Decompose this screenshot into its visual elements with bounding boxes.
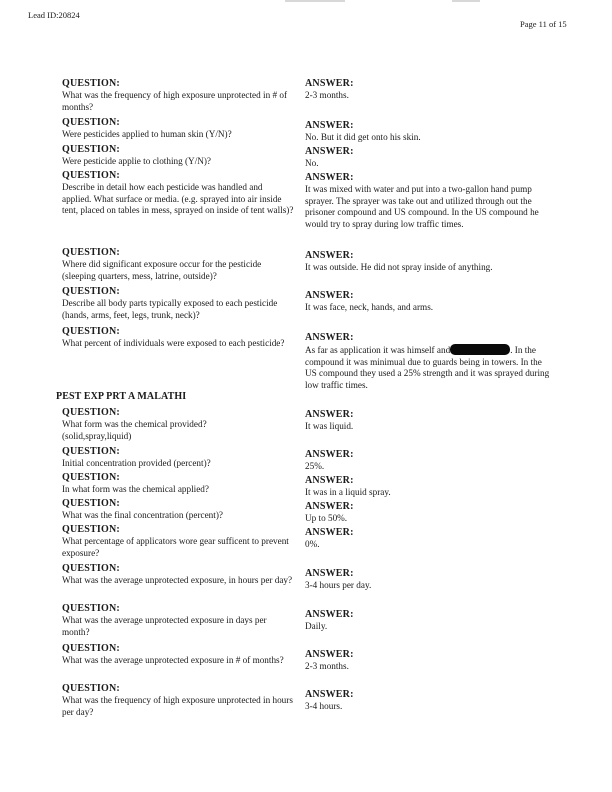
answer-label: ANSWER: [305,568,354,579]
answer-label: ANSWER: [305,146,354,157]
answer-label: ANSWER: [305,290,354,301]
answer-text: It was in a liquid spray. [305,487,391,497]
answer-label: ANSWER: [305,609,354,620]
question-block [62,117,294,141]
page-number: Page 11 of 15 [520,19,567,29]
answer-block [305,409,555,433]
question-text: What was the average unprotected exposure in # of months? [62,655,284,665]
answer-label: ANSWER: [305,501,354,512]
question-text: What was the final concentration (percent)? [62,510,223,520]
question-text: Describe all body parts typically exposed to each pesticide (hands, arms, feet, legs, trunk, neck)? [62,298,278,320]
answer-block [305,332,555,391]
answer-block [305,449,555,473]
question-text: Were pesticide applie to clothing (Y/N)? [62,156,212,166]
question-label: QUESTION: [62,683,120,694]
question-block [62,170,294,217]
question-label: QUESTION: [62,563,120,574]
question-block [62,78,294,113]
answer-label: ANSWER: [305,409,354,420]
question-label: QUESTION: [62,643,120,654]
answer-block [305,689,555,713]
answer-text: 25%. [305,461,325,471]
answer-label: ANSWER: [305,120,354,131]
question-label: QUESTION: [62,603,120,614]
answer-label: ANSWER: [305,332,354,343]
question-block [62,446,294,470]
question-block [62,326,294,350]
answer-label: ANSWER: [305,649,354,660]
question-text: What percent of individuals were exposed to each pesticide? [62,338,285,348]
answer-text: 0%. [305,539,320,549]
lead-id: Lead ID:20824 [28,10,80,20]
question-label: QUESTION: [62,117,120,128]
question-block [62,407,294,442]
question-text: Where did significant exposure occur for the pesticide (sleeping quarters, mess, latrine, outside)? [62,259,262,281]
redaction-box [450,344,510,355]
answer-block [305,527,555,551]
answer-label: ANSWER: [305,689,354,700]
answer-block [305,290,555,314]
question-block [62,683,294,718]
question-text: In what form was the chemical applied? [62,484,209,494]
question-label: QUESTION: [62,498,120,509]
answer-block [305,568,555,592]
answer-label: ANSWER: [305,475,354,486]
answer-block [305,250,555,274]
question-label: QUESTION: [62,170,120,181]
answer-block [305,172,555,230]
answer-block [305,501,555,525]
answer-text: It was outside. He did not spray inside of anything. [305,262,493,272]
question-block [62,247,294,282]
answer-block [305,146,555,170]
question-text: What form was the chemical provided?(solid,spray,liquid) [62,419,207,441]
answer-block [305,649,555,673]
answer-text: 2-3 months. [305,90,349,100]
answer-block [305,609,555,633]
question-label: QUESTION: [62,524,120,535]
answer-text-part: . In the compound it was minimual due to guards being in towers. In the US compound they used a 25% strength and it was sprayed during low traffic times. [305,345,550,390]
answer-text: 3-4 hours per day. [305,580,372,590]
answer-text: Daily. [305,621,328,631]
answer-text: 3-4 hours. [305,701,343,711]
question-text: Were pesticides applied to human skin (Y/N)? [62,129,232,139]
question-text: Initial concentration provided (percent)? [62,458,211,468]
answer-label: ANSWER: [305,172,354,183]
question-text: What percentage of applicators wore gear sufficent to prevent exposure? [62,536,289,558]
answer-label: ANSWER: [305,78,354,89]
answer-label: ANSWER: [305,449,354,460]
answer-text: 2-3 months. [305,661,349,671]
question-block [62,286,294,321]
answer-block [305,120,555,144]
question-block [62,498,294,522]
question-block [62,144,294,168]
answer-text: It was liquid. [305,421,354,431]
question-text: What was the frequency of high exposure unprotected in hours per day? [62,695,293,717]
question-label: QUESTION: [62,247,120,258]
question-label: QUESTION: [62,286,120,297]
answer-text [305,344,555,391]
answer-text: It was mixed with water and put into a two-gallon hand pump sprayer. The sprayer was take out and utilized through out the prisoner compound and US compound. In the US compound he would try to spray during low traffic times. [305,184,539,229]
answer-block [305,78,555,102]
question-label: QUESTION: [62,472,120,483]
question-label: QUESTION: [62,78,120,89]
answer-label: ANSWER: [305,527,354,538]
question-block [62,603,294,638]
answer-block [305,475,555,499]
answer-label: ANSWER: [305,250,354,261]
answer-text: It was face, neck, hands, and arms. [305,302,434,312]
section-title: PEST EXP PRT A MALATHI [56,391,187,402]
question-block [62,563,294,587]
answer-text: No. But it did get onto his skin. [305,132,421,142]
question-block [62,643,294,667]
question-text: Describe in detail how each pesticide was handled and applied. What surface or media. (e.g. sprayed into air inside tent, placed on tables in mess, sprayed on inside of tent walls)? [62,182,294,216]
answer-text-part: As far as application it was himself and [305,345,451,355]
question-text: What was the average unprotected exposure, in hours per day? [62,575,293,585]
answer-text: Up to 50%. [305,513,348,523]
question-label: QUESTION: [62,326,120,337]
question-block [62,472,294,496]
answer-text: No. [305,158,319,168]
question-label: QUESTION: [62,407,120,418]
question-block [62,524,294,559]
question-text: What was the frequency of high exposure unprotected in # of months? [62,90,288,112]
scan-artifact [285,0,345,2]
question-label: QUESTION: [62,144,120,155]
scan-artifact [452,0,480,2]
question-label: QUESTION: [62,446,120,457]
question-text: What was the average unprotected exposure in days per month? [62,615,267,637]
